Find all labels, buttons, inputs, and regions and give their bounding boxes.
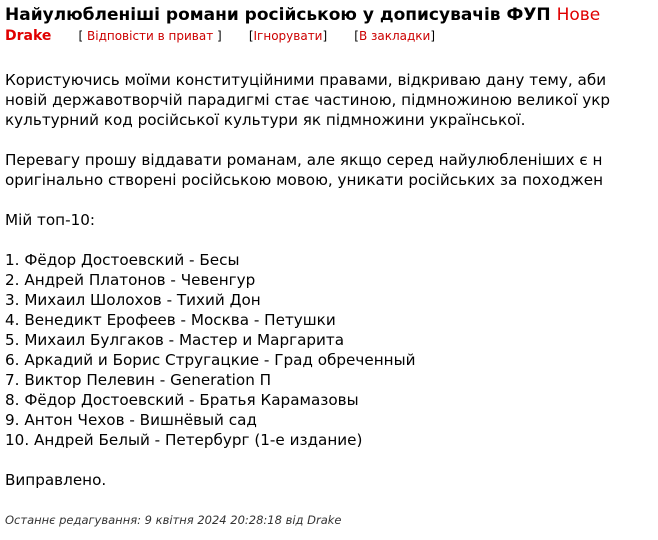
list-item: 4. Венедикт Ерофеев - Москва - Петушки [5,311,336,329]
edited-note: Останнє редагування: 9 квітня 2024 20:28:18 від Drake [5,513,342,527]
preference-line: Перевагу прошу віддавати романам, але якщо серед найулюбленіших є н [5,151,603,169]
corrected-note: Виправлено. [5,471,107,489]
post-body [5,70,658,490]
spacer [5,190,658,210]
bookmark-action: [В закладки] [354,29,436,43]
bookmark-link[interactable]: В закладки [358,29,431,43]
list-item: 3. Михаил Шолохов - Тихий Дон [5,291,261,309]
preference-line: оригінально створені російською мовою, уникати російських за походжен [5,171,604,189]
list-item: 1. Фёдор Достоевский - Бесы [5,251,240,269]
intro-line: культурний код російської культури як підмножини української. [5,111,526,129]
ignore-action: [Ігнорувати] [248,29,328,43]
intro-line: новій державотворчій парадигмі стає частиною, підмножиною великої укр [5,91,611,109]
list-item: 2. Андрей Платонов - Чевенгур [5,271,256,289]
intro-paragraph [5,70,658,130]
reply-private-action: [ Відповісти в приват ] [78,29,222,43]
top-list-heading: Мій топ-10: [5,211,96,229]
post-title: Найулюбленіші романи російською у дописувачів ФУП [5,5,551,25]
list-item: 7. Виктор Пелевин - Generation П [5,371,272,389]
list-item: 10. Андрей Белый - Петербург (1-е издание) [5,431,363,449]
author-name-part1[interactable]: Нове [556,5,601,25]
spacer [5,130,658,150]
reply-private-link[interactable]: Відповісти в приват [87,29,214,43]
author-name-part2[interactable]: Drake [5,28,52,44]
spacer [5,450,658,470]
list-item: 9. Антон Чехов - Вишнёвый сад [5,411,257,429]
ignore-link[interactable]: Ігнорувати [253,29,323,43]
list-item: 5. Михаил Булгаков - Мастер и Маргарита [5,331,345,349]
spacer [5,230,658,250]
intro-line: Користуючись моїми конституційними правами, відкриваю дану тему, аби [5,71,607,89]
list-item: 8. Фёдор Достоевский - Братья Карамазовы [5,391,359,409]
title-line [5,5,658,25]
list-item: 6. Аркадий и Борис Стругацкие - Град обреченный [5,351,416,369]
post-header [5,5,658,45]
preference-paragraph [5,150,658,190]
top-list [5,250,658,450]
post-actions-bar [5,26,658,45]
